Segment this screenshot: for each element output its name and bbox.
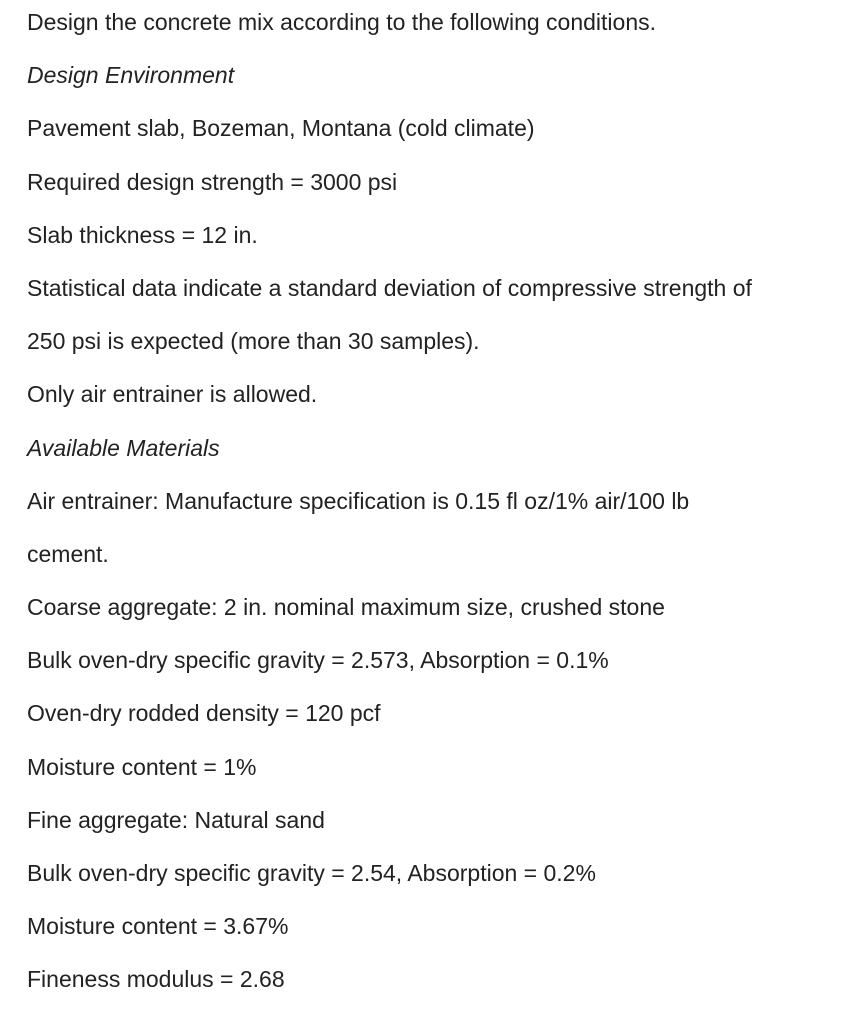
coarse-rodded-density: Oven-dry rodded density = 120 pcf	[27, 700, 381, 727]
statistical-data-line-2: 250 psi is expected (more than 30 samples).	[27, 328, 480, 355]
available-materials-heading: Available Materials	[27, 434, 220, 461]
problem-statement	[27, 0, 857, 1011]
air-entrainer-line-2: cement.	[27, 540, 109, 567]
fine-moisture: Moisture content = 3.67%	[27, 913, 289, 940]
air-entrainer-line-1: Air entrainer: Manufacture specification is 0.15 fl oz/1% air/100 lb	[27, 487, 690, 514]
fine-gravity-absorption: Bulk oven-dry specific gravity = 2.54, Absorption = 0.2%	[27, 860, 596, 886]
coarse-aggregate-title: Coarse aggregate: 2 in. nominal maximum size, crushed stone	[27, 594, 665, 621]
fine-aggregate-title: Fine aggregate: Natural sand	[27, 806, 325, 833]
admixture-restriction: Only air entrainer is allowed.	[27, 381, 318, 408]
required-strength: Required design strength = 3000 psi	[27, 168, 398, 195]
intro-text: Design the concrete mix according to the following conditions.	[27, 9, 657, 35]
fine-fineness-modulus: Fineness modulus = 2.68	[27, 966, 285, 993]
coarse-moisture: Moisture content = 1%	[27, 753, 257, 780]
pavement-location: Pavement slab, Bozeman, Montana (cold climate)	[27, 115, 535, 142]
coarse-gravity-absorption: Bulk oven-dry specific gravity = 2.573, Absorption = 0.1%	[27, 647, 609, 674]
slab-thickness: Slab thickness = 12 in.	[27, 221, 258, 248]
design-environment-heading: Design Environment	[27, 62, 235, 89]
statistical-data-line-1: Statistical data indicate a standard deviation of compressive strength of	[27, 274, 752, 301]
